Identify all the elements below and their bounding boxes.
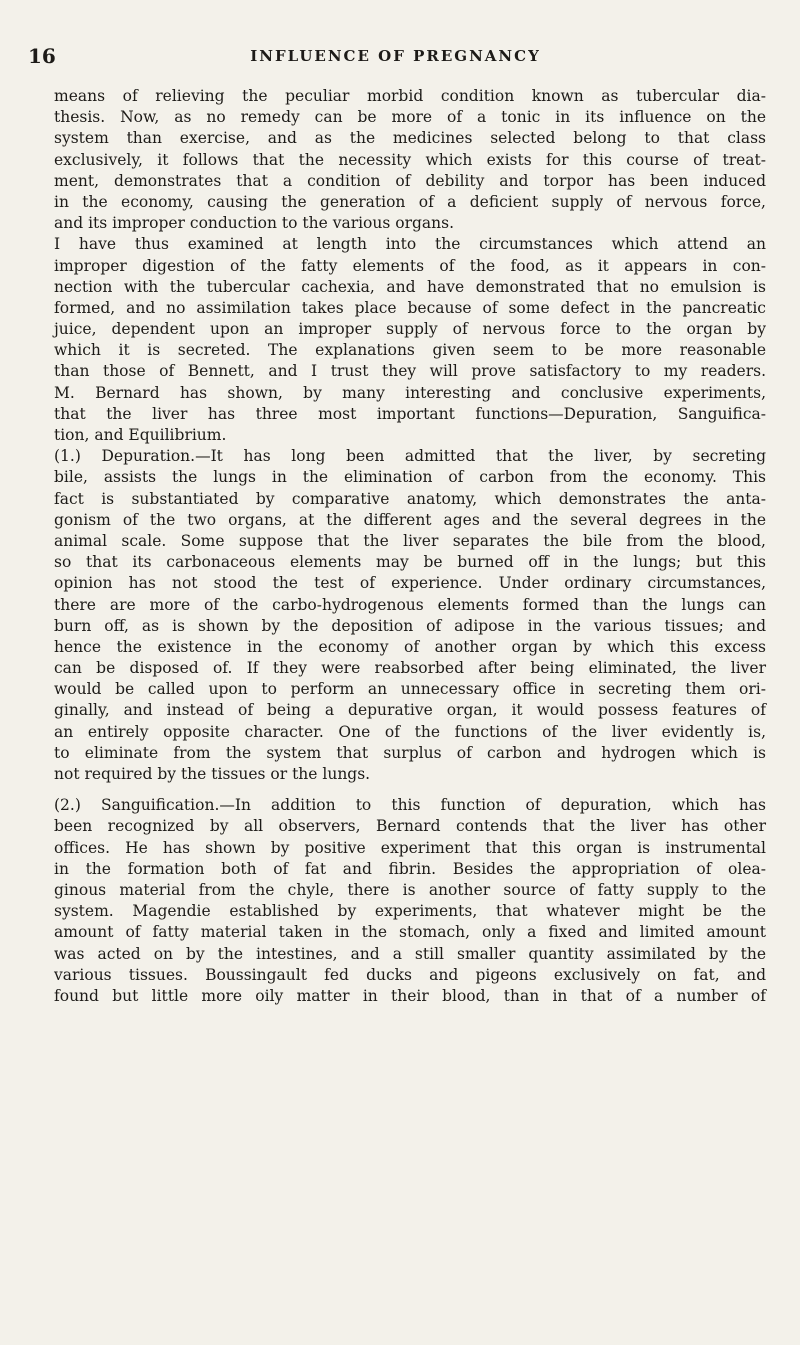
text-line: I have thus examined at length into the circumstances which attend an xyxy=(54,235,766,254)
text-line: than those of Bennett, and I trust they will prove satisfactory to my readers. xyxy=(54,362,766,381)
text-line: improper digestion of the fatty elements of the food, as it appears in con- xyxy=(54,256,766,275)
text-line: gonism of the two organs, at the different ages and the several degrees in the xyxy=(54,510,766,529)
text-line: nection with the tubercular cachexia, and have demonstrated that no emulsion is xyxy=(54,277,766,296)
text-line: offices. He has shown by positive experiment that this organ is instrumental xyxy=(54,838,766,857)
page-header xyxy=(28,44,763,70)
text-line: hence the existence in the economy of another organ by which this excess xyxy=(54,637,766,656)
text-line: can be disposed of. If they were reabsorbed after being eliminated, the liver xyxy=(54,659,766,678)
text-line: fact is substantiated by comparative anatomy, which demonstrates the anta- xyxy=(54,489,766,508)
text-line: M. Bernard has shown, by many interesting and conclusive experiments, xyxy=(54,383,766,402)
running-title: INFLUENCE OF PREGNANCY xyxy=(250,47,541,65)
text-line: an entirely opposite character. One of the functions of the liver evidently is, xyxy=(54,722,766,741)
text-line: found but little more oily matter in their blood, than in that of a number of xyxy=(54,986,766,1005)
text-line: formed, and no assimilation takes place because of some defect in the pancreatic xyxy=(54,298,766,317)
text-line: tion, and Equilibrium. xyxy=(54,426,227,444)
text-line: juice, dependent upon an improper supply of nervous force to the organ by xyxy=(54,320,766,339)
text-line: to eliminate from the system that surplus of carbon and hydrogen which is xyxy=(54,743,766,762)
text-line: (2.) Sanguification.—In addition to this function of depuration, which has xyxy=(54,796,766,815)
text-line: in the economy, causing the generation of a deficient supply of nervous force, xyxy=(54,192,766,211)
text-line: thesis. Now, as no remedy can be more of a tonic in its influence on the xyxy=(54,108,766,127)
text-line: which it is secreted. The explanations given seem to be more reasonable xyxy=(54,341,766,360)
text-line: not required by the tissues or the lungs. xyxy=(54,765,371,783)
text-line: exclusively, it follows that the necessity which exists for this course of treat- xyxy=(54,150,766,169)
text-line: various tissues. Boussingault fed ducks and pigeons exclusively on fat, and xyxy=(54,965,766,984)
text-line: and its improper conduction to the various organs. xyxy=(54,214,455,233)
text-line: in the formation both of fat and fibrin. Besides the appropriation of olea- xyxy=(54,859,766,878)
text-line: burn off, as is shown by the deposition of adipose in the various tissues; and xyxy=(54,616,766,635)
text-line: amount of fatty material taken in the stomach, only a fixed and limited amount xyxy=(54,923,766,942)
text-line: animal scale. Some suppose that the liver separates the bile from the blood, xyxy=(54,531,766,550)
text-line: ginous material from the chyle, there is another source of fatty supply to the xyxy=(54,880,766,899)
text-line: (1.) Depuration.—It has long been admitted that the liver, by secreting xyxy=(54,447,766,466)
text-line: means of relieving the peculiar morbid condition known as tubercular dia- xyxy=(54,87,766,105)
text-line: opinion has not stood the test of experience. Under ordinary circumstances, xyxy=(54,574,766,593)
text-line: system. Magendie established by experiments, that whatever might be the xyxy=(54,902,766,921)
body-text xyxy=(54,86,766,1007)
text-line: so that its carbonaceous elements may be burned off in the lungs; but this xyxy=(54,553,766,572)
page-number: 16 xyxy=(28,44,56,68)
text-line: there are more of the carbo-hydrogenous elements formed than the lungs can xyxy=(54,595,766,614)
text-line: ginally, and instead of being a depurative organ, it would possess features of xyxy=(54,701,766,720)
text-line: ment, demonstrates that a condition of debility and torpor has been induced xyxy=(54,171,766,190)
text-line: system than exercise, and as the medicines selected belong to that class xyxy=(54,129,766,148)
text-line: that the liver has three most important functions—Depuration, Sanguifica- xyxy=(54,404,766,423)
text-line: been recognized by all observers, Bernard contends that the liver has other xyxy=(54,817,766,836)
text-line: bile, assists the lungs in the elimination of carbon from the economy. This xyxy=(54,468,766,487)
text-line: would be called upon to perform an unnecessary office in secreting them ori- xyxy=(54,680,766,699)
text-line: was acted on by the intestines, and a still smaller quantity assimilated by the xyxy=(54,944,766,963)
